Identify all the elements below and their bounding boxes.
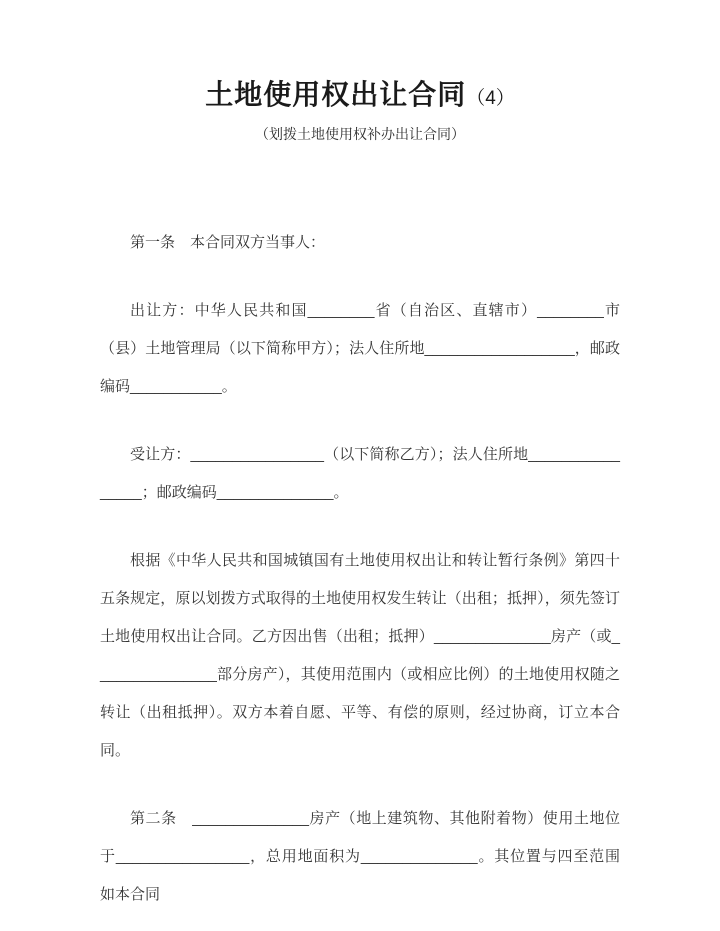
document-title	[100, 78, 620, 116]
preamble-legal-basis-paragraph: 根据《中华人民共和国城镇国有土地使用权出让和转让暂行条例》第四十五条规定，原以划拨方式取得的土地使用权发生转让（出租；抵押），须先签订土地使用权出让合同。乙方因出售（出租；抵押）______________房产（或_______________部分房产），其使用范围内（或相应比例）的土地使用权随之转让（出租抵押）。双方本着自愿、平等、有偿的原则，经过协商，订立本合同。	[100, 552, 620, 759]
contract-body	[100, 224, 620, 914]
clause-1-heading: 第一条 本合同双方当事人：	[130, 234, 326, 251]
document-title-text: 土地使用权出让合同	[205, 79, 467, 110]
document-subtitle: （划拨土地使用权补办出让合同）	[255, 126, 465, 142]
transferor-party-paragraph: 出让方：中华人民共和国________省（自治区、直辖市）________市（县）土地管理局（以下简称甲方）；法人住所地__________________，邮政编码___________。	[100, 302, 620, 395]
clause-2-paragraph: 第二条 ______________房产（地上建筑物、其他附着物）使用土地位于________________，总用地面积为______________。其位置与四至范围如本合同	[100, 810, 620, 903]
transferee-party-paragraph: 受让方：________________（以下简称乙方）；法人住所地________________；邮政编码______________。	[100, 446, 620, 501]
document-title-number: （4）	[466, 88, 515, 109]
